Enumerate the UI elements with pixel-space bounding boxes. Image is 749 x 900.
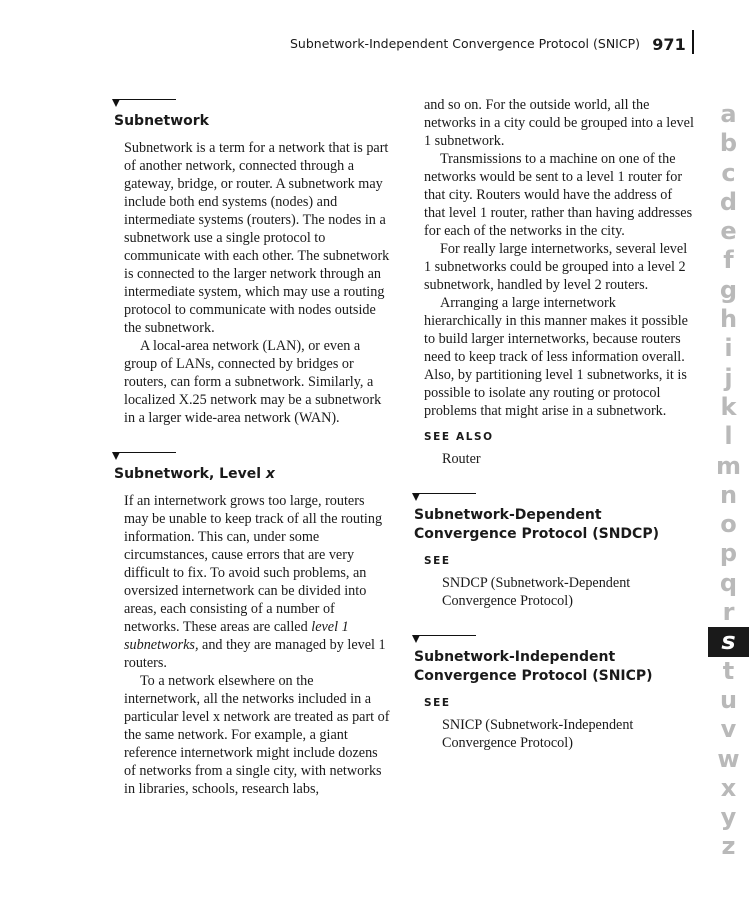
thumb-index-letter-g[interactable]: g [719,275,738,304]
entry-marker [412,632,694,644]
left-column [112,96,392,820]
thumb-index-letter-s[interactable]: s [708,627,749,656]
thumb-index-letter-q[interactable]: q [719,568,738,597]
thumb-index-letter-l[interactable]: l [724,422,733,451]
see-also-link[interactable]: Router [442,451,481,467]
right-column [412,96,694,774]
paragraph: If an internetwork grows too large, routers may be unable to keep track of all the routing information. This can, under some circumstances, cause errors that are very difficult to fix. To avoid such problems, an oversized internetwork can be divided into areas, each consisting of a number of networks. These areas are called level 1 subnetworks, and they are managed by level 1 routers. [124,493,386,671]
thumb-index-letter-p[interactable]: p [719,539,738,568]
thumb-index-letter-m[interactable]: m [715,451,741,480]
see-label: SEE [424,555,451,567]
entry-title: Subnetwork-Independent Convergence Protocol (SNICP) [414,649,653,684]
see-label: SEE [424,697,451,709]
thumb-index-letter-a[interactable]: a [720,100,737,128]
thumb-index-letter-f[interactable]: f [723,246,734,275]
see-link[interactable]: SNICP (Subnetwork-Independent Convergence Protocol) [442,717,634,751]
page-number: 971 [646,30,694,54]
thumb-index-letter-v[interactable]: v [720,715,737,744]
thumb-index-letter-n[interactable]: n [719,480,738,509]
entry-subnetwork-level-x [112,449,392,798]
see-link[interactable]: SNDCP (Subnetwork-Dependent Convergence Protocol) [442,575,631,609]
thumb-index [708,100,749,862]
paragraph: Arranging a large internetwork hierarchically in this manner makes it possible to build larger internetworks, because routers need to keep track of less information overall. Also, by partitioning level 1 subnetworks, it is possible to isolate any routing or protocol problems that might arise in a subnetwork. [424,295,688,419]
thumb-index-letter-h[interactable]: h [719,305,738,334]
defined-term: level 1 subnetworks, [124,619,349,653]
entry-title: Subnetwork-Dependent Convergence Protocol (SNDCP) [414,507,659,542]
thumb-index-letter-w[interactable]: w [717,744,740,773]
entry-title: Subnetwork [114,113,209,129]
paragraph: and so on. For the outside world, all the networks in a city could be grouped into a level 1 subnetwork. [424,97,694,149]
entry-continuation [412,96,694,468]
see-also-label: SEE ALSO [424,431,494,443]
entry-marker [412,490,694,502]
triangle-marker-icon [112,452,120,460]
entry-snicp [412,632,694,752]
triangle-marker-icon [412,493,420,501]
entry-title: Subnetwork, Level x [114,466,275,482]
paragraph: A local-area network (LAN), or even a group of LANs, connected by bridges or routers, can form a subnetwork. Similarly, a localized X.25 network may be a subnetwork in a larger wide-area network (WAN). [124,338,382,426]
thumb-index-letter-j[interactable]: j [724,363,733,392]
entry-marker [112,449,392,461]
entry-sndcp [412,490,694,610]
paragraph: Transmissions to a machine on one of the networks would be sent to a level 1 router for that city. Routers would have the address of that level 1 router, rather than having addresses for each of the networks in the city. [424,151,693,239]
entry-marker [112,96,392,108]
thumb-index-letter-t[interactable]: t [722,656,735,685]
thumb-index-letter-u[interactable]: u [719,685,738,714]
thumb-index-letter-b[interactable]: b [719,129,738,158]
thumb-index-letter-o[interactable]: o [720,510,737,539]
running-head-title: Subnetwork-Independent Convergence Protocol (SNICP) [290,36,640,51]
thumb-index-letter-c[interactable]: c [721,158,736,187]
paragraph: To a network elsewhere on the internetwork, all the networks included in a particular level x network are treated as part of the same network. For example, a giant reference internetwork might include dozens of networks from a single city, with networks in libraries, schools, research labs, [124,673,390,797]
paragraph: Subnetwork is a term for a network that is part of another network, connected through a gateway, bridge, or router. A subnetwork may include both end systems (nodes) and intermediate systems (routers). The nodes in a subnetwork use a single protocol to communicate with each other. The subnetwork is connected to the larger network through an intermediate system, which may use a routing protocol to communicate with nodes outside the subnetwork. [124,140,390,336]
triangle-marker-icon [112,99,120,107]
thumb-index-letter-x[interactable]: x [720,773,737,802]
paragraph: For really large internetworks, several level 1 subnetworks could be grouped into a level 2 subnetwork, handled by level 2 routers. [424,241,688,293]
thumb-index-letter-k[interactable]: k [720,392,737,421]
triangle-marker-icon [412,635,420,643]
thumb-index-letter-i[interactable]: i [724,334,733,363]
entry-subnetwork [112,96,392,427]
thumb-index-letter-z[interactable]: z [721,832,736,861]
thumb-index-letter-y[interactable]: y [720,803,737,832]
thumb-index-letter-d[interactable]: d [719,187,738,216]
thumb-index-letter-e[interactable]: e [720,217,737,246]
thumb-index-letter-r[interactable]: r [722,598,735,627]
